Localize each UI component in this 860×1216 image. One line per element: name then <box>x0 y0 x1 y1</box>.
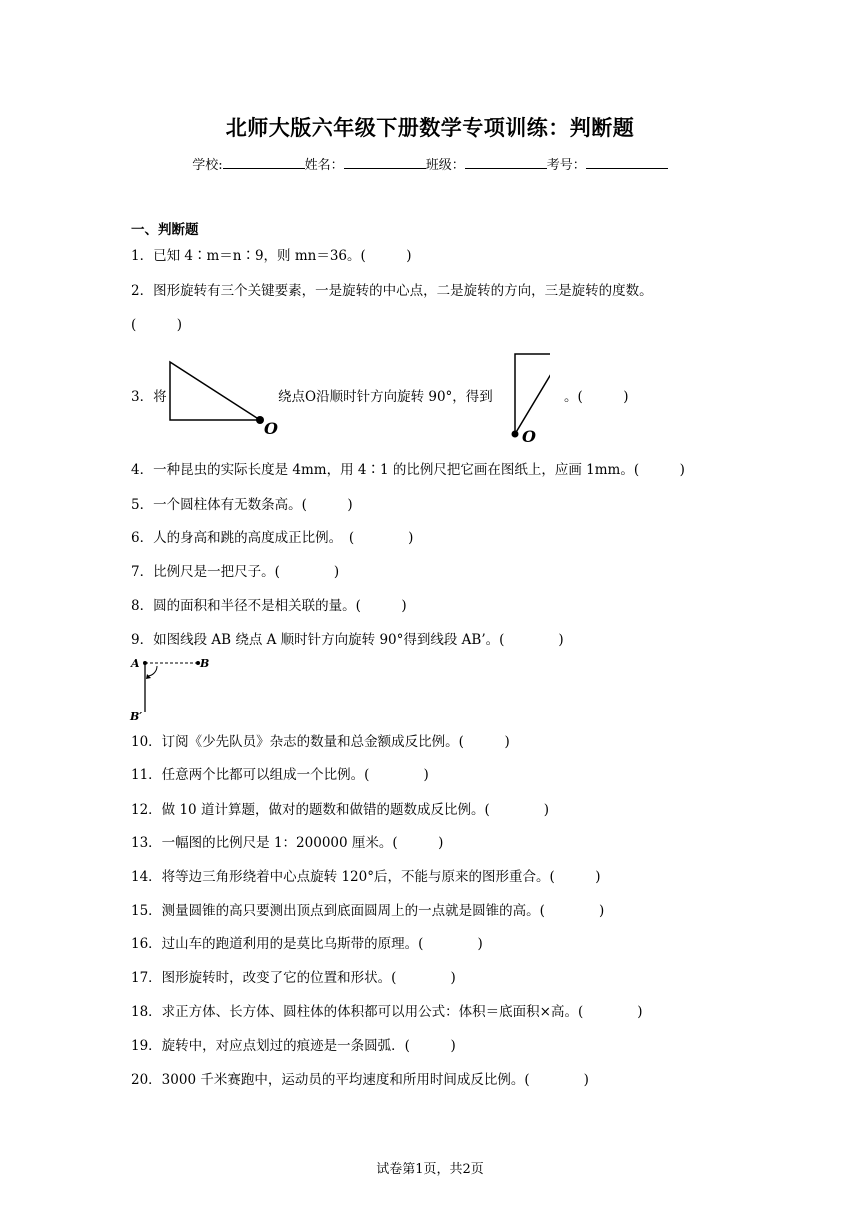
class-label: 班级： <box>425 158 465 173</box>
rotated-triangle-figure <box>505 348 550 446</box>
student-info-line <box>0 154 860 173</box>
exam-number-label: 考号： <box>546 158 586 173</box>
question-3-middle: 绕点O沿顺时针方向旋转 90°，得到 <box>278 389 493 405</box>
question-6: 6．人的身高和跳的高度成正比例。 ( ) <box>131 530 414 546</box>
original-triangle-figure <box>160 356 285 438</box>
question-11: 11．任意两个比都可以组成一个比例。( ) <box>131 767 429 783</box>
question-19: 19．旋转中，对应点划过的痕迹是一条圆弧．( ) <box>131 1038 456 1054</box>
page-title: 北师大版六年级下册数学专项训练：判断题 <box>225 116 635 140</box>
question-20: 20．3000 千米赛跑中，运动员的平均速度和所用时间成反比例。( ) <box>131 1072 589 1088</box>
exam-number-blank[interactable] <box>586 157 668 169</box>
page-footer: 试卷第1页，共2页 <box>376 1162 484 1177</box>
question-2-answer-bracket: ( ) <box>131 317 183 333</box>
question-7: 7．比例尺是一把尺子。( ) <box>131 564 340 580</box>
question-4: 4．一种昆虫的实际长度是 4mm，用 4∶1 的比例尺把它画在图纸上，应画 1mm。( ) <box>131 462 685 478</box>
segment-rotation-figure <box>128 654 218 724</box>
question-14: 14．将等边三角形绕着中心点旋转 120°后，不能与原来的图形重合。( ) <box>131 869 601 885</box>
question-17: 17．图形旋转时，改变了它的位置和形状。( ) <box>131 970 456 986</box>
section-heading: 一、判断题 <box>131 222 199 238</box>
point-o-label: O <box>264 419 278 438</box>
question-3-prefix: 3．将 <box>131 389 167 405</box>
question-12: 12．做 10 道计算题，做对的题数和做错的题数成反比例。( ) <box>131 802 549 818</box>
question-18: 18．求正方体、长方体、圆柱体的体积都可以用公式：体积＝底面积×高。( ) <box>131 1004 643 1020</box>
question-15: 15．测量圆锥的高只要测出顶点到底面圆周上的一点就是圆锥的高。( ) <box>131 903 605 919</box>
class-blank[interactable] <box>465 157 547 169</box>
name-blank[interactable] <box>344 157 426 169</box>
question-9: 9．如图线段 AB 绕点 A 顺时针方向旋转 90°得到线段 AB’。( ) <box>131 632 564 648</box>
question-2: 2．图形旋转有三个关键要素，一是旋转的中心点，二是旋转的方向，三是旋转的度数。 <box>131 283 653 299</box>
question-13: 13．一幅图的比例尺是 1：200000 厘米。( ) <box>131 835 444 851</box>
question-8: 8．圆的面积和半径不是相关联的量。( ) <box>131 598 407 614</box>
point-o-label: O <box>522 427 536 446</box>
school-blank[interactable] <box>223 157 305 169</box>
question-10: 10．订阅《少先队员》杂志的数量和总金额成反比例。( ) <box>131 734 510 750</box>
school-label: 学校: <box>192 158 223 173</box>
point-a-label: A <box>131 657 140 670</box>
question-16: 16．过山车的跑道利用的是莫比乌斯带的原理。( ) <box>131 936 483 952</box>
question-1: 1．已知 4∶m＝n∶9，则 mn＝36。( ) <box>131 248 412 264</box>
name-label: 姓名： <box>304 158 344 173</box>
point-b-prime-label: B′ <box>130 710 143 723</box>
point-b-label: B <box>200 657 210 670</box>
question-5: 5．一个圆柱体有无数条高。( ) <box>131 497 353 513</box>
question-3-suffix: 。( ) <box>564 389 629 405</box>
